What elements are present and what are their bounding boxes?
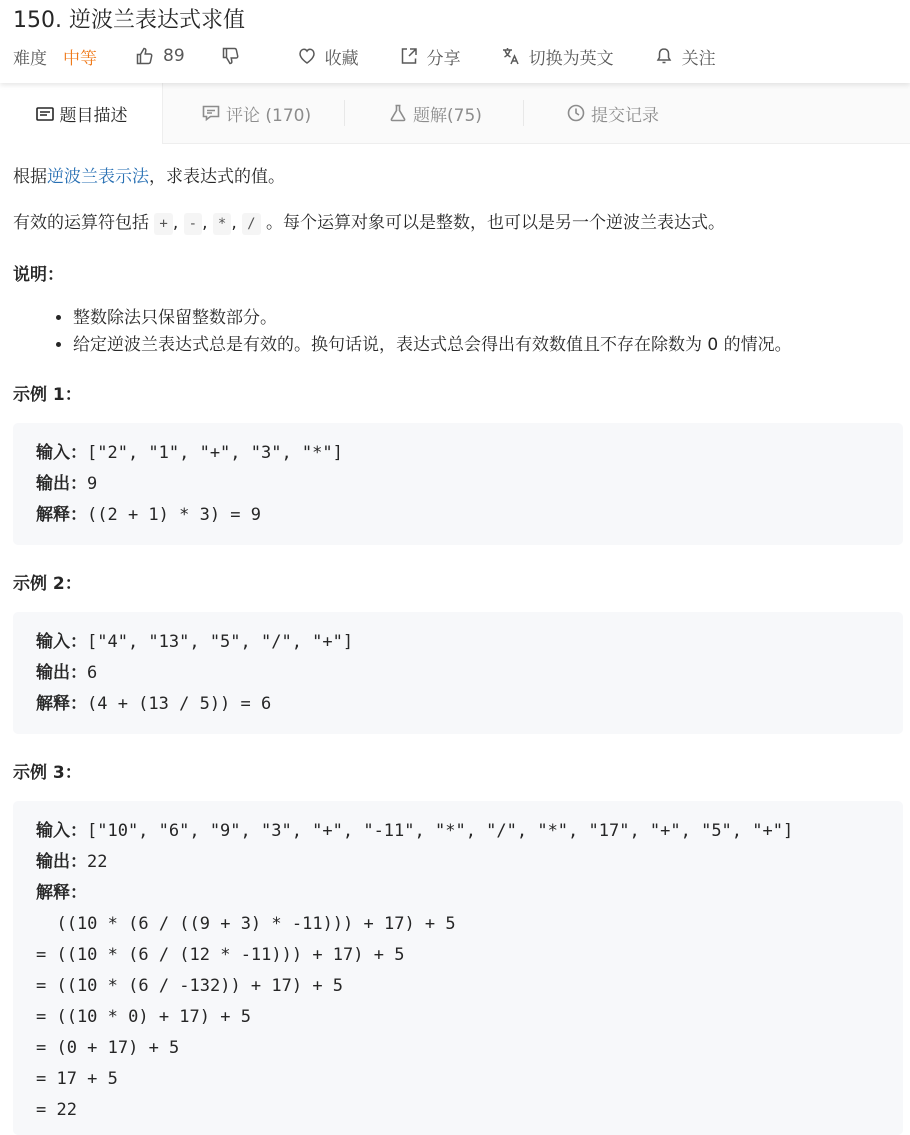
description-icon bbox=[35, 104, 55, 124]
tab-submissions[interactable] bbox=[566, 83, 659, 143]
code-text: ((2 + 1) * 3) = 9 bbox=[87, 505, 261, 525]
code-line bbox=[36, 878, 87, 909]
tab-description-label: 题目描述 bbox=[59, 106, 128, 126]
bell-icon bbox=[654, 46, 674, 66]
code-label: 输出： bbox=[36, 474, 87, 494]
code-label: 输入： bbox=[36, 632, 87, 652]
tab-comments[interactable] bbox=[201, 83, 311, 143]
notes-heading: 说明： bbox=[13, 265, 64, 285]
tab-bar bbox=[0, 83, 910, 144]
code-line bbox=[36, 689, 271, 720]
code-label: 解释： bbox=[36, 883, 87, 903]
text: 。每个运算对象可以是整数，也可以是另一个逆波兰表达式。 bbox=[260, 213, 725, 233]
code-line bbox=[36, 438, 343, 469]
difficulty-label: 难度 bbox=[13, 48, 47, 69]
like-button[interactable] bbox=[135, 46, 185, 66]
code-label: 输出： bbox=[36, 663, 87, 683]
code-text: ((10 * (6 / ((9 + 3) * -11))) + 17) + 5 bbox=[36, 914, 456, 934]
rpn-link[interactable]: 逆波兰表示法 bbox=[47, 167, 149, 187]
separator: , bbox=[172, 213, 184, 233]
heart-icon bbox=[297, 46, 317, 66]
notes-list bbox=[13, 305, 792, 359]
list-item: • 整数除法只保留整数部分。 bbox=[73, 305, 792, 332]
tab-comments-label: 评论 (170) bbox=[226, 105, 312, 126]
description-paragraph bbox=[13, 165, 285, 189]
translate-icon bbox=[501, 46, 521, 66]
tab-divider bbox=[523, 100, 524, 126]
code-line bbox=[36, 971, 343, 1002]
code-line bbox=[36, 816, 793, 847]
code-text: = ((10 * 0) + 17) + 5 bbox=[36, 1007, 251, 1027]
example-3-code bbox=[13, 801, 903, 1135]
example-2-code bbox=[13, 612, 903, 734]
code-text: 22 bbox=[87, 852, 108, 872]
operator-divide: / bbox=[242, 213, 260, 235]
example-2-heading: 示例 2： bbox=[13, 574, 82, 594]
code-line bbox=[36, 1095, 77, 1126]
flask-icon bbox=[388, 103, 408, 123]
tab-solutions[interactable] bbox=[388, 83, 482, 143]
code-line bbox=[36, 847, 107, 878]
text: ，求表达式的值。 bbox=[149, 167, 285, 187]
text: 根据 bbox=[13, 167, 47, 187]
code-line bbox=[36, 469, 97, 500]
code-text: = (0 + 17) + 5 bbox=[36, 1038, 180, 1058]
share-label: 分享 bbox=[426, 48, 461, 69]
separator: , bbox=[202, 213, 213, 233]
clock-icon bbox=[566, 103, 586, 123]
code-text: ["2", "1", "+", "3", "*"] bbox=[87, 443, 343, 463]
code-line bbox=[36, 1002, 251, 1033]
share-button[interactable] bbox=[399, 44, 461, 69]
code-label: 解释： bbox=[36, 694, 87, 714]
problem-title: 150. 逆波兰表达式求值 bbox=[13, 8, 245, 33]
code-label: 输入： bbox=[36, 443, 87, 463]
code-text: ["10", "6", "9", "3", "+", "-11", "*", "/", "*", "17", "+", "5", "+"] bbox=[87, 821, 794, 841]
code-text: = ((10 * (6 / (12 * -11))) + 17) + 5 bbox=[36, 945, 405, 965]
code-text: = 17 + 5 bbox=[36, 1069, 118, 1089]
code-line bbox=[36, 940, 404, 971]
example-3-heading: 示例 3： bbox=[13, 763, 82, 783]
code-text: = 22 bbox=[36, 1100, 77, 1120]
code-text: ["4", "13", "5", "/", "+"] bbox=[87, 632, 354, 652]
code-line bbox=[36, 658, 97, 689]
like-count: 89 bbox=[163, 46, 185, 66]
code-label: 解释： bbox=[36, 505, 87, 525]
code-line bbox=[36, 909, 456, 940]
switch-language-button[interactable] bbox=[501, 44, 614, 69]
code-text: 6 bbox=[87, 663, 98, 683]
list-item: • 给定逆波兰表达式总是有效的。换句话说，表达式总会得出有效数值且不存在除数为 0 的情况。 bbox=[73, 332, 792, 359]
operator-minus: - bbox=[184, 213, 202, 235]
share-icon bbox=[399, 46, 419, 66]
dislike-button[interactable] bbox=[221, 46, 249, 66]
problem-header bbox=[0, 0, 910, 83]
problem-meta-bar bbox=[13, 43, 716, 69]
code-text: (4 + (13 / 5)) = 6 bbox=[87, 694, 272, 714]
example-1-heading: 示例 1： bbox=[13, 385, 82, 405]
collect-button[interactable] bbox=[297, 44, 359, 69]
switch-language-label: 切换为英文 bbox=[528, 48, 614, 69]
tab-submissions-label: 提交记录 bbox=[591, 105, 659, 126]
code-line bbox=[36, 1033, 179, 1064]
operators-paragraph bbox=[13, 211, 725, 236]
thumbs-up-icon bbox=[135, 46, 155, 66]
thumbs-down-icon bbox=[221, 46, 241, 66]
code-text: = ((10 * (6 / -132)) + 17) + 5 bbox=[36, 976, 344, 996]
follow-label: 关注 bbox=[681, 48, 716, 69]
code-line bbox=[36, 627, 353, 658]
code-text: 9 bbox=[87, 474, 98, 494]
example-1-code bbox=[13, 423, 903, 545]
code-label: 输入： bbox=[36, 821, 87, 841]
operator-multiply: * bbox=[213, 213, 231, 235]
tab-solutions-label: 题解(75) bbox=[413, 105, 482, 126]
code-line bbox=[36, 500, 261, 531]
difficulty-value: 中等 bbox=[63, 48, 97, 69]
code-label: 输出： bbox=[36, 852, 87, 872]
tab-description[interactable] bbox=[0, 83, 163, 144]
follow-button[interactable] bbox=[654, 44, 716, 69]
separator: , bbox=[231, 213, 243, 233]
text: 有效的运算符包括 bbox=[13, 213, 155, 233]
tab-divider bbox=[344, 100, 345, 126]
code-line bbox=[36, 1064, 118, 1095]
comment-icon bbox=[201, 103, 221, 123]
collect-label: 收藏 bbox=[324, 48, 359, 69]
operator-plus: + bbox=[154, 213, 172, 235]
